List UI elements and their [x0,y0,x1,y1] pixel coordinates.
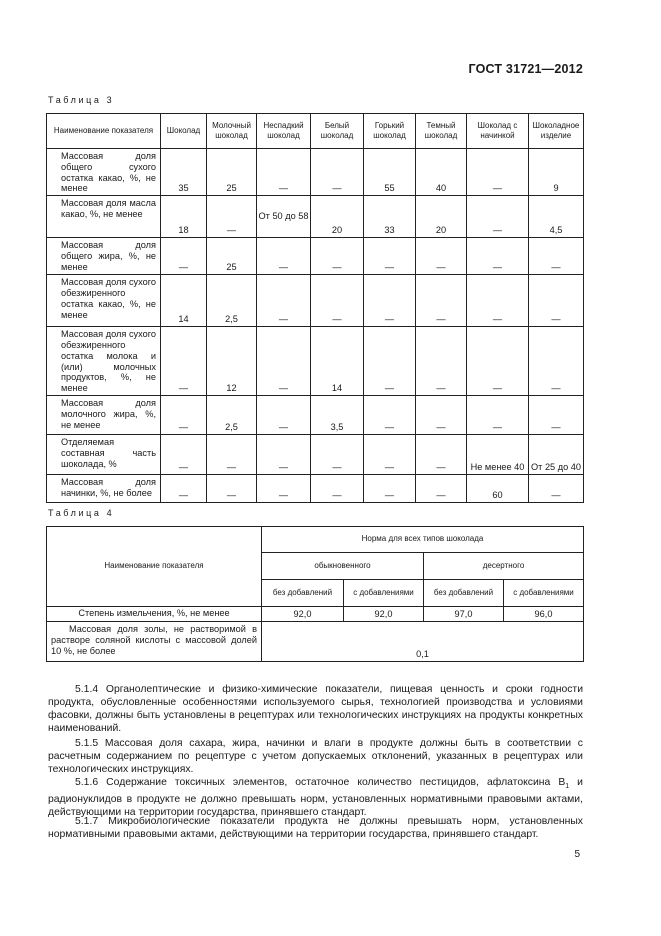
table-cell: 2,5 [207,275,257,327]
table4-header-row [47,527,584,553]
table-cell: 33 [364,196,416,238]
table-cell: — [467,275,529,327]
table-cell: — [364,238,416,275]
row-name: Массовая доля молочного жира, %, не менее [47,395,161,434]
table-cell: — [529,395,584,434]
table-cell: — [467,149,529,196]
table3-header-row [47,114,584,149]
table-row [47,327,584,396]
table-cell: — [467,196,529,238]
table-row [47,607,584,622]
table-cell: — [529,327,584,396]
table-cell: 92,0 [262,607,344,622]
row-name: Массовая доля общего сухого остатка какао, %, не менее [47,149,161,196]
table-cell: — [257,395,311,434]
table4-group-ordinary: обыкновенного [262,553,424,580]
table-cell: — [257,474,311,502]
table-row [47,622,584,662]
document-code: ГОСТ 31721—2012 [468,62,583,76]
table-row [47,474,584,502]
table4-sub-header: без добавлений [262,580,344,607]
table4-caption: Таблица 4 [48,508,115,518]
row-name: Массовая доля сухого обезжиренного остатка какао, %, не менее [47,275,161,327]
table4-header-norm: Норма для всех типов шоколада [262,527,584,553]
table-cell: 14 [161,275,207,327]
table-cell: — [529,238,584,275]
table-cell: — [416,434,467,474]
table-cell: — [416,275,467,327]
table-cell: — [207,434,257,474]
table-cell: 20 [311,196,364,238]
table-cell: 96,0 [504,607,584,622]
paragraph-5-1-7: 5.1.7 Микробиологические показатели продукта не должны превышать норм, установленных нормативными правовыми актами, действующими на территории государства, принявшего стандарт. [48,816,583,840]
table3-header-cell: Белый шоколад [311,114,364,149]
table4-header-name: Наименование показателя [47,527,262,607]
table-cell: 25 [207,238,257,275]
row-name: Массовая доля начинки, %, не более [47,474,161,502]
table-row [47,149,584,196]
table-cell: — [364,434,416,474]
table3-header-cell: Наименование показателя [47,114,161,149]
table-cell: — [529,275,584,327]
table-cell: — [311,275,364,327]
table-cell: — [364,327,416,396]
table3-header-cell: Темный шоколад [416,114,467,149]
row-name: Массовая доля золы, не растворимой в растворе соляной кислоты с массовой долей 10 %, не более [47,622,262,662]
table-cell: — [416,395,467,434]
table3-header-cell: Горький шоколад [364,114,416,149]
table-cell: — [257,275,311,327]
paragraph-text: 5.1.6 Содержание токсичных элементов, остаточное количество пестицидов, афлатоксина B [75,777,566,788]
row-name: Массовая доля общего жира, %, не менее [47,238,161,275]
table-cell: — [207,196,257,238]
table4-sub-header: с добавлениями [504,580,584,607]
table-cell: 25 [207,149,257,196]
table-cell: — [416,238,467,275]
table-cell: 14 [311,327,364,396]
table-row [47,395,584,434]
table-cell: — [257,327,311,396]
table-cell: 35 [161,149,207,196]
table-cell: — [311,238,364,275]
table-cell: — [311,149,364,196]
table4-sub-header: без добавлений [424,580,504,607]
table-cell: 3,5 [311,395,364,434]
table-cell: — [161,395,207,434]
table-4 [46,526,584,662]
table3-header-cell: Шоколад с начинкой [467,114,529,149]
table-row [47,275,584,327]
table-cell: — [257,149,311,196]
table-cell: 12 [207,327,257,396]
table4-group-dessert: десертного [424,553,584,580]
row-name: Степень измельчения, %, не менее [47,607,262,622]
table-cell: — [467,395,529,434]
table3-header-cell: Молочный шоколад [207,114,257,149]
table-cell: — [257,434,311,474]
table-cell: 40 [416,149,467,196]
table-cell: — [161,434,207,474]
page-number: 5 [574,849,580,860]
table-cell: — [364,474,416,502]
table-cell: 2,5 [207,395,257,434]
table-cell: — [257,238,311,275]
table3-caption: Таблица 3 [48,95,115,105]
table-cell: — [467,327,529,396]
table-row [47,434,584,474]
table-cell: — [416,327,467,396]
table3-header-cell: Шоколад [161,114,207,149]
table3-header-cell: Шоколадное изделие [529,114,584,149]
table-cell: 97,0 [424,607,504,622]
table-cell: От 25 до 40 [529,434,584,474]
table-cell: Не менее 40 [467,434,529,474]
table-cell: — [311,474,364,502]
table-row [47,196,584,238]
table-cell: 4,5 [529,196,584,238]
paragraph-5-1-4: 5.1.4 Органолептические и физико-химические показатели, пищевая ценность и сроки годности продукта, обусловленные особенностями используемого сырья, технологией производства и условиями фасовки, должны быть установлены в рецептурах или технологических инструкциях на продукты конкретных наименований. [48,684,583,734]
table-cell: От 50 до 58 [257,196,311,238]
row-name: Массовая доля сухого обезжиренного остатка молока и (или) молочных продуктов, %, не менее [47,327,161,396]
table-cell: — [161,327,207,396]
table-cell: 18 [161,196,207,238]
table-cell: — [529,474,584,502]
paragraph-5-1-6 [48,776,583,819]
table-row [47,238,584,275]
paragraph-text: и радионуклидов в продукте не должно превышать норм, установленных нормативными правовыми актами, действующими на территории государства, принявшего стандарт. [48,777,583,819]
table-cell: — [416,474,467,502]
table-cell: — [161,474,207,502]
table-cell: 20 [416,196,467,238]
paragraph-5-1-5: 5.1.5 Массовая доля сахара, жира, начинки и влаги в продукте должны быть в соответствии с расчетным содержанием по рецептуре с учетом допускаемых отклонений, указанных в рецептурах или технологических инструкциях. [48,738,583,775]
table-cell: — [467,238,529,275]
row-name: Отделяемая составная часть шоколада, % [47,434,161,474]
table-cell: 0,1 [262,622,584,662]
table-3 [46,113,584,503]
table-cell: — [364,275,416,327]
table-cell: — [311,434,364,474]
table-cell: 55 [364,149,416,196]
table-cell: 60 [467,474,529,502]
row-name: Массовая доля масла какао, %, не менее [47,196,161,238]
table4-sub-header: с добавлениями [344,580,424,607]
table-cell: — [161,238,207,275]
table-cell: 92,0 [344,607,424,622]
table-cell: — [364,395,416,434]
table-cell: — [207,474,257,502]
subscript: 1 [565,783,570,791]
table3-header-cell: Неспадкий шоколад [257,114,311,149]
table-cell: 9 [529,149,584,196]
